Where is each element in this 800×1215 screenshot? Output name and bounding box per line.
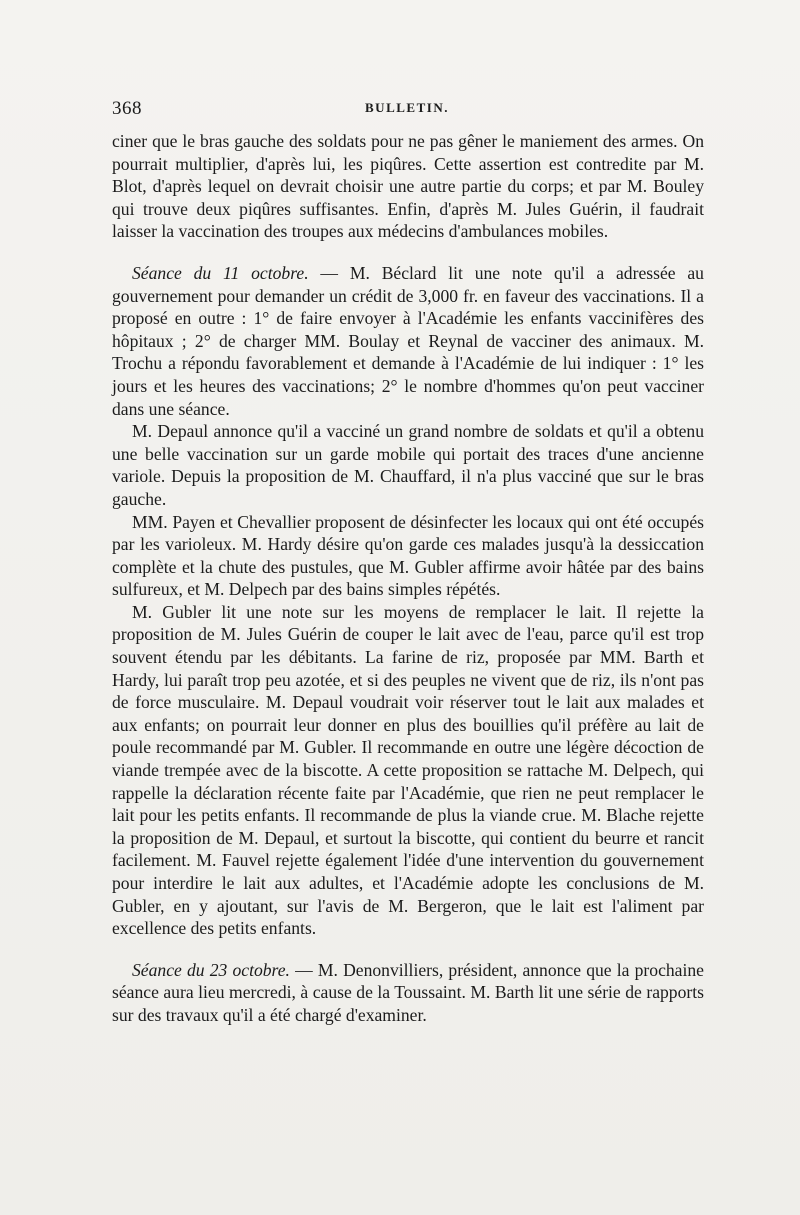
paragraph-text: M. Depaul annonce qu'il a vacciné un grand nombre de soldats et qu'il a obtenu une belle vaccination sur un garde mobile qui portait des traces d'une ancienne variole. Depuis la proposition de M. Chauffard, il n'a plus vacciné que sur le bras gauche. [112, 421, 704, 509]
body-text [112, 130, 704, 1027]
paragraph-seance-23-octobre [112, 959, 704, 1027]
paragraph-vaccination-troupes [112, 130, 704, 243]
paragraph-desinfection-locaux [112, 511, 704, 601]
paragraph-depaul-vaccination [112, 420, 704, 510]
session-date-label: Séance du 11 octobre. [132, 262, 309, 283]
paragraph-text: — M. Béclard lit une note qu'il a adressée au gouvernement pour demander un crédit de 3,000 fr. en faveur des vaccinations. Il a proposé en outre : 1° de faire envoyer à l'Académie les enfants vaccinifères des hôpitaux ; 2° de charger MM. Boulay et Reynal de vacciner des animaux. M. Trochu a répondu favorablement et demande à l'Académie de lui indiquer : 1° les jours et les heures des vaccinations; 2° le nombre d'hommes qu'on peut vacciner dans une séance. [112, 262, 704, 419]
running-title: BULLETIN. [365, 100, 449, 115]
page-number: 368 [112, 98, 142, 119]
session-date-label: Séance du 23 octobre. [132, 959, 290, 980]
paragraph-remplacer-lait [112, 601, 704, 940]
paragraph-text: ciner que le bras gauche des soldats pour ne pas gêner le maniement des armes. On pourrait multiplier, d'après lui, les piqûres. Cette assertion est contredite par M. Blot, d'après lequel on devrait choisir une autre partie du corps; et par M. Bouley qui trouve deux piqûres suffisantes. Enfin, d'après M. Jules Guérin, il faudrait laisser la vaccination des troupes aux médecins d'ambulances mobiles. [112, 131, 704, 242]
paragraph-text: M. Gubler lit une note sur les moyens de remplacer le lait. Il rejette la proposition de M. Jules Guérin de couper le lait avec de l'eau, parce qu'il est trop souvent étendu par les débitants. La farine de riz, proposée par MM. Barth et Hardy, lui paraît trop peu azotée, et si des peuples ne vivent que de riz, ils n'ont pas de force musculaire. M. Depaul voudrait voir réserver tout le lait aux malades et aux enfants; on pourrait leur donner en plus des bouillies qu'il préfère au lait de poule recommandé par M. Gubler. Il recommande en outre une légère décoction de viande trempée avec de la biscotte. A cette proposition se rattache M. Delpech, qui rappelle la déclaration récente faite par l'Académie, que rien ne peut remplacer le lait pour les petits enfants. Il recommande de plus la viande crue. M. Blache rejette la proposition de M. Depaul, et surtout la biscotte, qui contient du beurre et rancit facilement. M. Fauvel rejette également l'idée d'une intervention du gouvernement pour interdire le lait aux adultes, et l'Académie adopte les conclusions de M. Gubler, en y ajoutant, sur l'avis de M. Bergeron, que le lait est l'aliment par excellence des petits enfants. [112, 601, 704, 939]
paragraph-text: — M. Denonvilliers, président, annonce que la prochaine séance aura lieu mercredi, à cause de la Toussaint. M. Barth lit une série de rapports sur des travaux qu'il a été chargé d'examiner. [112, 959, 704, 1025]
page-header [112, 98, 702, 122]
paragraph-text: MM. Payen et Chevallier proposent de désinfecter les locaux qui ont été occupés par les varioleux. M. Hardy désire qu'on garde ces malades jusqu'à la dessiccation complète et la chute des pustules, que M. Gubler affirme avoir hâtée par des bains sulfureux, et M. Delpech par des bains simples répétés. [112, 511, 704, 600]
paragraph-seance-11-octobre [112, 262, 704, 420]
